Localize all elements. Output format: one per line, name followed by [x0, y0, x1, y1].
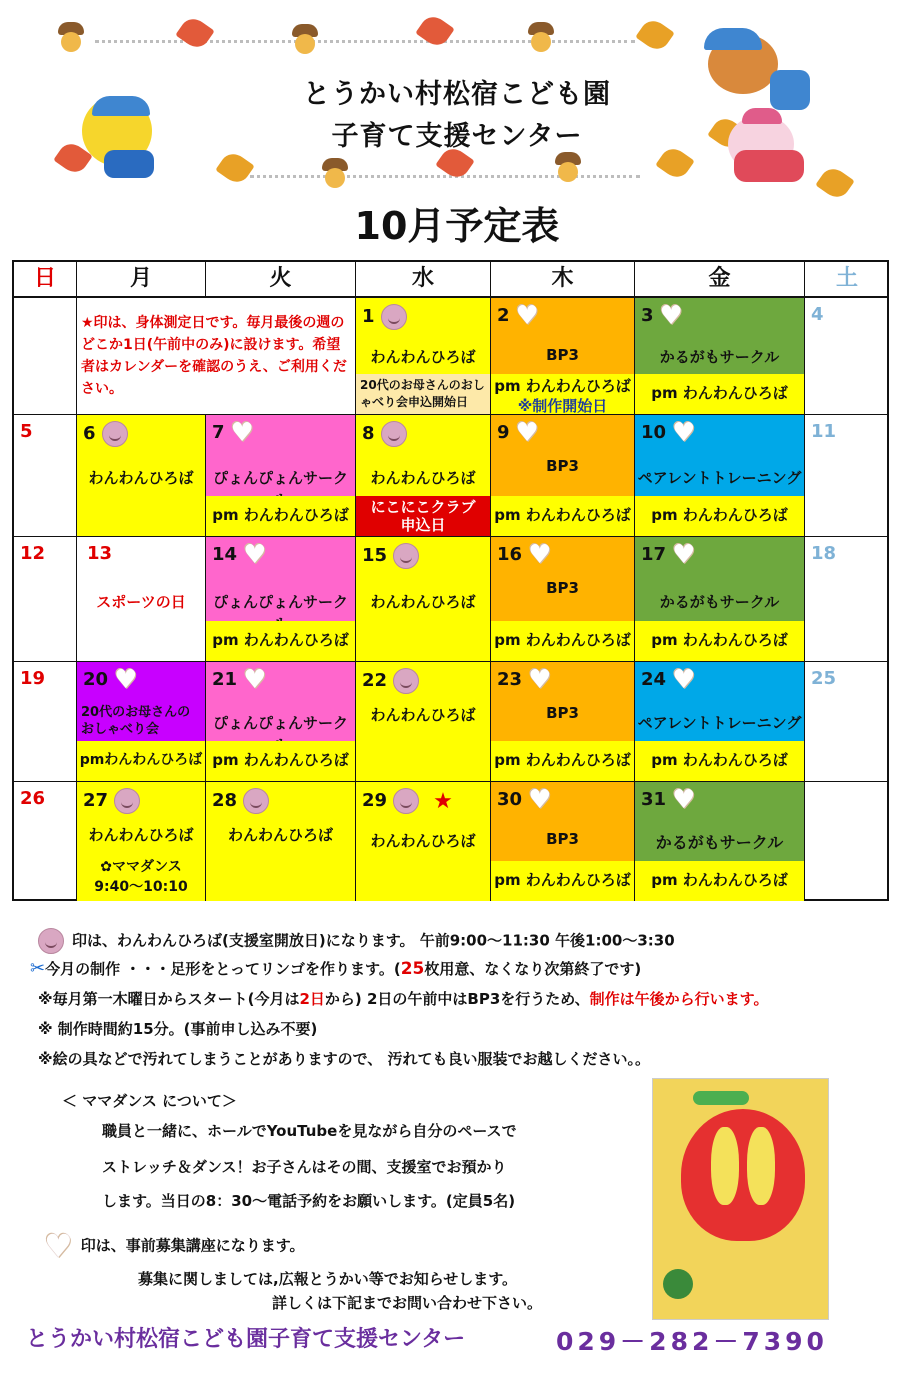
day-number: 27 [83, 790, 109, 811]
event-label: 20代のお母さんのおしゃべり会 [81, 705, 191, 737]
day-cell[interactable] [491, 537, 635, 662]
smile-icon [393, 543, 419, 569]
day-number: 29 [362, 790, 388, 811]
day-number: 28 [212, 790, 238, 811]
pm-band: pm わんわんひろば [635, 861, 804, 901]
acorn-icon [292, 24, 318, 54]
day-number: 7 [212, 422, 225, 443]
smile-icon [114, 788, 140, 814]
heart-icon: ♥ [672, 785, 696, 815]
event-label: ペアレントトレーニング [637, 714, 802, 732]
day-cell[interactable] [805, 537, 889, 662]
acorn-icon [58, 22, 84, 52]
day-number: 8 [362, 423, 375, 444]
event-label: わんわんひろば [370, 832, 476, 850]
day-number: 30 [497, 789, 523, 810]
day-cell[interactable] [14, 537, 77, 662]
day-cell[interactable] [14, 662, 77, 782]
start-note: ※毎月第一木曜日からスタート(今月は2日から) 2日の午前中はBP3を行うため、制作は午後から行います。 [38, 990, 769, 1008]
day-number: 5 [20, 421, 33, 442]
day-cell[interactable] [77, 782, 206, 901]
weekday-tue: 火 [206, 262, 356, 298]
day-cell[interactable] [206, 537, 356, 662]
craft-note: ✂今月の制作 ・・・足形をとってリンゴを作ります。(25枚用意、なくなり次第終了です) [30, 958, 642, 979]
day-cell[interactable] [77, 662, 206, 782]
heart-icon: ♥ [528, 540, 552, 570]
day-number: 3 [641, 305, 654, 326]
day-number: 24 [641, 669, 667, 690]
event-label: ぴょんぴょんサーク [212, 469, 348, 487]
smile-icon [102, 421, 128, 447]
tree-icon [663, 1269, 693, 1299]
weekday-thu: 木 [491, 262, 635, 298]
day-number: 15 [362, 545, 388, 566]
day-cell[interactable] [635, 415, 805, 537]
heart-icon: ♥ [44, 1227, 73, 1265]
pm-band: pm わんわんひろば [635, 621, 804, 661]
event-label: BP3 [546, 830, 579, 848]
day-number: 31 [641, 789, 667, 810]
day-number: 10 [641, 422, 667, 443]
day-number: 13 [87, 543, 113, 564]
weekday-sat: 土 [805, 262, 889, 298]
pm-band: pm わんわんひろば [491, 496, 634, 536]
time-note: ※ 制作時間約15分。(事前申し込み不要) [38, 1020, 318, 1038]
leaf-icon [415, 12, 454, 51]
event-label: わんわんひろば [227, 826, 333, 844]
day-number: 18 [811, 543, 837, 564]
day-cell[interactable] [206, 662, 356, 782]
event-label: かるがもサークル [655, 833, 784, 852]
fox-body [104, 150, 154, 178]
day-number: 1 [362, 306, 375, 327]
event-label: BP3 [546, 346, 579, 364]
day-number: 21 [212, 669, 238, 690]
smile-icon [38, 928, 64, 954]
day-number: 25 [811, 668, 837, 689]
footer-org: とうかい村松宿こども園子育て支援センター [26, 1327, 466, 1352]
dance-line3: します。当日の8：30～電話予約をお願いします。(定員5名) [102, 1192, 516, 1210]
weekday-wed: 水 [356, 262, 491, 298]
pm-band: pm わんわんひろば [491, 861, 634, 901]
pm-band: pm わんわんひろば [635, 496, 804, 536]
center-name: とうかい村松宿こども園 [303, 79, 611, 110]
mamadance-label: ✿ママダンス [100, 859, 182, 875]
event-label: ぴょんぴょんサーク [212, 593, 348, 611]
weekday-fri: 金 [635, 262, 805, 298]
smile-icon [393, 788, 419, 814]
event-label: わんわんひろば [88, 826, 194, 844]
page-title: 10月予定表 [354, 204, 560, 248]
day-cell[interactable] [356, 662, 491, 782]
day-cell[interactable] [491, 782, 635, 901]
day-number: 6 [83, 423, 96, 444]
day-number: 4 [811, 304, 824, 325]
day-cell[interactable] [635, 782, 805, 901]
pm-band: pm わんわんひろば [635, 374, 804, 414]
day-cell[interactable] [77, 415, 206, 537]
pm-label: pm わんわんひろば [494, 377, 631, 395]
center-subtitle: 子育て支援センター [331, 121, 583, 152]
day-cell[interactable] [635, 662, 805, 782]
pm-band: pm わんわんひろば [206, 741, 355, 781]
craft-sample-photo [652, 1078, 829, 1320]
event-label: かるがもサークル [659, 348, 780, 366]
event-note: 20代のお母さんのおしゃべり会申込開始日 [356, 374, 490, 414]
day-cell[interactable] [356, 782, 491, 901]
event-label: わんわんひろば [370, 706, 476, 724]
day-cell[interactable] [206, 415, 356, 537]
paint-note: ※絵の具などで汚れてしまうことがありますので、 汚れても良い服装でお越しください。。 [38, 1050, 651, 1068]
caterpillar-icon [693, 1091, 749, 1105]
heart-icon: ♥ [230, 418, 254, 448]
pm-band: pm わんわんひろば [491, 621, 634, 661]
smile-icon [381, 304, 407, 330]
day-number: 23 [497, 669, 523, 690]
rabbit-body [734, 150, 804, 182]
heart-icon: ♥ [243, 665, 267, 695]
heart-icon: ♥ [114, 665, 138, 695]
heart-icon: ♥ [515, 301, 539, 331]
event-label: BP3 [546, 579, 579, 597]
recruit-line1: 募集に関しましては,広報とうかい等でお知らせします。 [138, 1270, 518, 1288]
apple-icon [681, 1109, 805, 1241]
scissors-icon: ✂ [30, 958, 46, 979]
leaf-icon [215, 149, 254, 188]
star-icon: ★ [433, 788, 453, 814]
event-label: スポーツの日 [96, 593, 186, 611]
smile-icon [381, 421, 407, 447]
day-cell[interactable] [491, 415, 635, 537]
event-label: わんわんひろば [370, 348, 476, 366]
heart-icon: ♥ [659, 301, 683, 331]
weekday-mon: 月 [77, 262, 206, 298]
acorn-icon [555, 152, 581, 182]
event-label: BP3 [546, 457, 579, 475]
day-cell[interactable] [14, 415, 77, 537]
dance-line2: ストレッチ＆ダンス！お子さんはその間、支援室でお預かり [102, 1158, 507, 1176]
day-number: 14 [212, 544, 238, 565]
acorn-icon [322, 158, 348, 188]
heart-icon: ♥ [528, 665, 552, 695]
day-empty [805, 782, 889, 901]
day-cell[interactable] [635, 298, 805, 415]
mamadance-time: 9:40～10:10 [94, 879, 188, 895]
day-empty [14, 298, 77, 415]
day-number: 11 [811, 421, 837, 442]
event-label: わんわんひろば [370, 469, 476, 487]
day-cell[interactable] [356, 415, 491, 537]
day-number: 26 [20, 788, 46, 809]
day-cell[interactable] [356, 537, 491, 662]
dance-line1: 職員と一緒に、ホールでYouTubeを見ながら自分のペースで [102, 1122, 517, 1140]
event-label: ペアレントトレーニング [637, 469, 802, 487]
pm-band: pm わんわんひろば [491, 741, 634, 781]
recruit-line2: 詳しくは下記までお問い合わせ下さい。 [272, 1294, 543, 1312]
day-number: 2 [497, 305, 510, 326]
day-cell[interactable] [491, 298, 635, 415]
event-label: BP3 [546, 704, 579, 722]
heart-icon: ♥ [672, 665, 696, 695]
dance-title: ＜ ママダンス について＞ [62, 1092, 237, 1110]
pm-band [491, 374, 634, 414]
day-number: 12 [20, 543, 46, 564]
day-empty [77, 298, 356, 415]
calendar-table [12, 260, 889, 901]
pm-band: pm わんわんひろば [635, 741, 804, 781]
event-label: ぴょんぴょんサーク [212, 714, 348, 732]
heart-icon: ♥ [243, 540, 267, 570]
event-label: わんわんひろば [370, 593, 476, 611]
smile-icon [393, 668, 419, 694]
day-number: 9 [497, 422, 510, 443]
day-cell[interactable] [805, 662, 889, 782]
pm-band: pm わんわんひろば [206, 621, 355, 661]
day-number: 22 [362, 670, 388, 691]
dancer-icon: ✿ [100, 859, 112, 875]
hat-icon [704, 28, 762, 50]
craft-start-label: ※制作開始日 [517, 397, 608, 415]
heart-icon: ♥ [528, 785, 552, 815]
day-cell[interactable] [491, 662, 635, 782]
heart-icon: ♥ [515, 418, 539, 448]
day-cell[interactable] [805, 298, 889, 415]
day-cell[interactable] [805, 415, 889, 537]
weekday-sun: 日 [14, 262, 77, 298]
pm-band: pmわんわんひろば [77, 741, 205, 781]
acorn-icon [528, 22, 554, 52]
heart-icon: ♥ [672, 540, 696, 570]
smile-icon [243, 788, 269, 814]
day-cell[interactable] [77, 537, 206, 662]
heart-note: ♥ 印は、事前募集講座になります。 [44, 1227, 305, 1265]
event-label: わんわんひろば [88, 469, 194, 487]
heart-icon: ♥ [672, 418, 696, 448]
event-label: かるがもサークル [659, 593, 780, 611]
day-number: 16 [497, 544, 523, 565]
day-number: 20 [83, 669, 109, 690]
day-cell[interactable] [14, 782, 77, 901]
leaf-icon [175, 14, 214, 53]
day-number: 17 [641, 544, 667, 565]
footer-phone[interactable]: 029－282－7390 [556, 1327, 828, 1356]
day-cell[interactable] [635, 537, 805, 662]
leaf-icon [635, 16, 674, 55]
nikoniko-band: にこにこクラブ申込日 [356, 496, 490, 536]
measurement-note: ★印は、身体測定日です。毎月最後の週のどこか1日(午前中のみ)に設けます。希望者はカレンダーを確認のうえ、ご利用ください。 [81, 315, 347, 397]
day-cell[interactable] [206, 782, 356, 901]
smile-note: 印は、わんわんひろば(支援室開放日)になります。 午前9:00～11:30 午後1:00～3:30 [38, 928, 675, 954]
pm-band: pm わんわんひろば [206, 496, 355, 536]
day-number: 19 [20, 668, 46, 689]
day-cell[interactable] [356, 298, 491, 415]
